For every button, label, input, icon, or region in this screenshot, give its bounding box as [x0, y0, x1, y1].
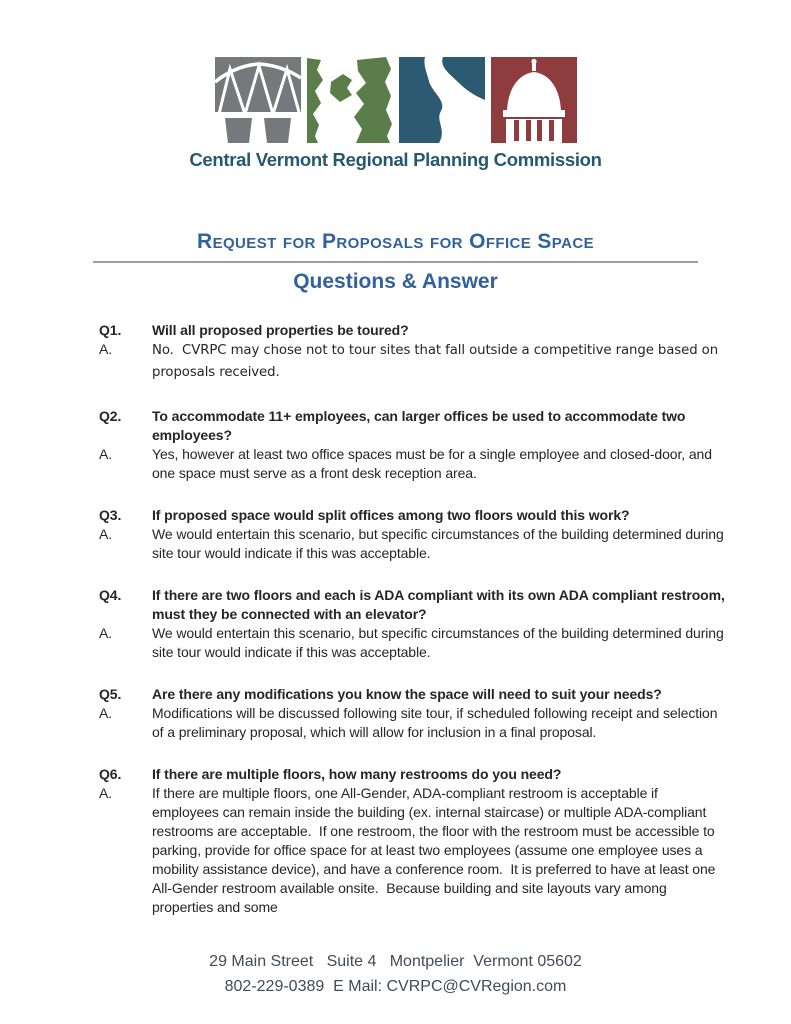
- answer-label: A.: [99, 526, 113, 542]
- qa-list: [99, 321, 727, 917]
- answer-label: A.: [99, 341, 113, 357]
- answer-label: A.: [99, 705, 113, 721]
- question-text: If there are two floors and each is ADA compliant with its own ADA compliant restroom, must they be connected with an elevator?: [152, 587, 729, 622]
- qa-item: [99, 407, 727, 483]
- answer-row: [99, 784, 727, 917]
- river-icon: [399, 57, 485, 143]
- question-row: [99, 407, 727, 445]
- title-divider: [93, 261, 698, 263]
- vermont-map-icon: [307, 57, 393, 143]
- question-row: [99, 685, 727, 704]
- question-label: Q1.: [99, 322, 122, 338]
- capitol-dome-icon: [491, 57, 577, 143]
- question-label: Q5.: [99, 686, 122, 702]
- qa-item: [99, 685, 727, 742]
- answer-text: We would entertain this scenario, but specific circumstances of the building determined during site tour would indicate if this was acceptable.: [152, 625, 728, 660]
- answer-label: A.: [99, 446, 113, 462]
- question-label: Q6.: [99, 766, 122, 782]
- answer-text: Yes, however at least two office spaces must be for a single employee and closed-door, and one space must serve as a front desk reception area.: [152, 446, 716, 481]
- footer-address: 29 Main Street Suite 4 Montpelier Vermont 05602: [209, 953, 582, 970]
- qa-item: [99, 321, 727, 384]
- question-row: [99, 586, 727, 624]
- footer-contact: 802-229-0389 E Mail: CVRPC@CVRegion.com: [224, 978, 567, 995]
- question-row: [99, 321, 727, 340]
- answer-label: A.: [99, 785, 113, 801]
- question-text: If there are multiple floors, how many restrooms do you need?: [152, 766, 562, 782]
- footer: [0, 949, 791, 999]
- question-text: Are there any modifications you know the space will need to suit your needs?: [152, 686, 662, 702]
- answer-row: [99, 525, 727, 563]
- answer-row: [99, 624, 727, 662]
- question-text: To accommodate 11+ employees, can larger offices be used to accommodate two employees?: [152, 408, 690, 443]
- question-label: Q2.: [99, 408, 122, 424]
- question-row: [99, 506, 727, 525]
- question-label: Q4.: [99, 587, 122, 603]
- qa-item: [99, 586, 727, 662]
- answer-text: Modifications will be discussed following site tour, if scheduled following receipt and selection of a preliminary proposal, which will allow for inclusion in a final proposal.: [152, 705, 722, 740]
- answer-row: [99, 445, 727, 483]
- qa-item: [99, 765, 727, 917]
- answer-text: No. CVRPC may chose not to tour sites that fall outside a competitive range based on proposals received.: [152, 343, 723, 380]
- doc-subtitle: Questions & Answer: [293, 270, 498, 293]
- answer-row: [99, 704, 727, 742]
- answer-text: If there are multiple floors, one All-Gender, ADA-compliant restroom is acceptable if employees can remain inside the building (ex. internal staircase) or multiple ADA-compliant restrooms are acceptable. If one restroom, the floor with the restroom must be accessible to parking, provide for office space for at least two employees (assume one employee uses a mobility assistance device), and have a conference room. It is preferred to have at least one All-Gender restroom available onsite. Because building and site layouts vary among properties and some: [152, 785, 719, 915]
- doc-title: Request for Proposals for Office Space: [197, 230, 594, 253]
- question-label: Q3.: [99, 507, 122, 523]
- bridge-icon: [215, 57, 301, 143]
- logo: [0, 0, 791, 171]
- logo-tiles: [0, 57, 791, 143]
- question-text: If proposed space would split offices among two floors would this work?: [152, 507, 630, 523]
- answer-text: We would entertain this scenario, but specific circumstances of the building determined during site tour would indicate if this was acceptable.: [152, 526, 728, 561]
- org-name: Central Vermont Regional Planning Commission: [189, 149, 602, 170]
- question-text: Will all proposed properties be toured?: [152, 322, 409, 338]
- qa-item: [99, 506, 727, 563]
- answer-row: [99, 340, 727, 384]
- question-row: [99, 765, 727, 784]
- answer-label: A.: [99, 625, 113, 641]
